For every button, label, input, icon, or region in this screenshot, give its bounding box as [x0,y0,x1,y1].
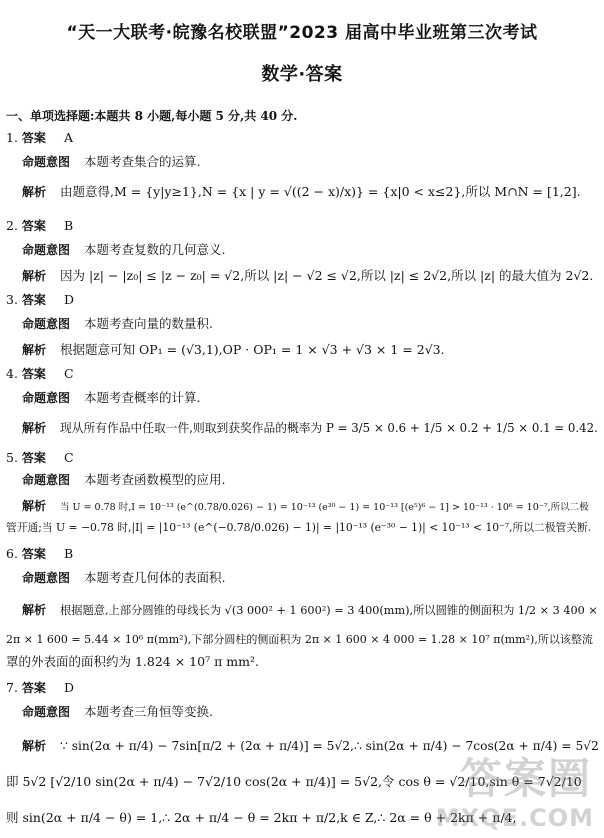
question-3-intent [22,316,213,332]
question-6-analysis [22,602,598,619]
question-1-intent [22,154,201,170]
intent-label: 命题意图 [22,571,71,585]
answer-value: C [63,450,74,465]
exam-subtitle: 数学·答案 [261,64,343,85]
question-6-analysis-cont-1: 2π × 1 600 = 5.44 × 10⁶ π(mm²),下部分圆柱的侧面积为 2π × 1 600 × 4 000 = 1.28 × 10⁷ π(mm²),所以该整流 [6,633,593,646]
question-1-analysis [22,184,581,200]
question-7-analysis-cont-2: 则 sin(2α + π/4 − θ) = 1,∴ 2α + π/4 − θ = 2kπ + π/2,k ∈ Z,∴ 2α = θ + 2kπ + π/4, [6,810,517,825]
analysis-text: 根据题意可知 OP₁ = (√3,1),OP · OP₁ = 1 × √3 + √3 × 1 = 2√3. [60,342,445,357]
question-2-analysis [22,268,593,284]
question-4-intent [22,390,201,406]
question-7-analysis-cont-1: 即 5√2 [√2/10 sin(2α + π/4) − 7√2/10 cos(2α + π/4)] = 5√2,令 cos θ = √2/10,sin θ = 7√2/10 [6,774,582,789]
intent-label: 命题意图 [22,155,71,169]
question-7-intent [22,704,213,720]
analysis-label: 解析 [22,499,47,513]
question-number: 3. [6,292,18,307]
analysis-label: 解析 [22,603,47,617]
question-number: 1. [6,130,18,145]
answer-label: 答案 [21,451,46,465]
intent-text: 本题考查概率的计算. [84,390,201,405]
question-5-analysis [22,498,589,516]
question-2-intent [22,242,226,258]
question-6-analysis-cont-2: 罩的外表面的面积约为 1.824 × 10⁷ π mm². [6,654,259,669]
intent-label: 命题意图 [22,243,71,257]
analysis-label: 解析 [22,421,47,435]
analysis-label: 解析 [22,343,47,357]
watermark-url: MXQE.COM [435,804,594,832]
analysis-text: ∵ sin(2α + π/4) − 7sin[π/2 + (2α + π/4)] = 5√2,∴ sin(2α + π/4) − 7cos(2α + π/4) = 5√2 [60,739,599,753]
question-4-answer-row [6,366,74,382]
answer-label: 答案 [21,367,46,381]
analysis-text: 当 U = 0.78 时,I = 10⁻¹³ (e^(0.78/0.026) − 1) = 10⁻¹³ (e³⁰ − 1) = 10⁻¹³ [(e⁵)⁶ − 1] > 10⁻¹³ · 10⁶ = 10⁻⁷,所以二极 [60,502,589,513]
question-7-analysis [22,738,599,754]
answer-label: 答案 [21,131,46,145]
answer-label: 答案 [21,681,46,695]
question-number: 2. [6,218,18,233]
analysis-label: 解析 [22,739,47,753]
question-6-intent [22,570,226,586]
answer-value: B [63,546,74,561]
question-3-analysis [22,342,445,358]
question-number: 5. [6,450,18,465]
answer-label: 答案 [21,219,46,233]
analysis-label: 解析 [22,269,47,283]
answer-value: D [63,680,74,695]
analysis-label: 解析 [22,185,47,199]
answer-value: C [63,366,74,381]
intent-label: 命题意图 [22,391,71,405]
intent-text: 本题考查几何体的表面积. [84,570,226,585]
watermark-text: 答案圈 [459,754,592,803]
intent-text: 本题考查集合的运算. [84,154,201,169]
question-3-answer-row [6,292,74,308]
question-7-answer-row [6,680,74,696]
intent-text: 本题考查向量的数量积. [84,316,213,331]
exam-title: “天一大联考·皖豫名校联盟”2023 届高中毕业班第三次考试 [66,23,538,43]
question-5-intent [22,472,226,488]
answer-value: A [63,130,73,145]
analysis-text: 由题意得,M = {y|y≥1},N = {x | y = √((2 − x)/x)} = {x|0 < x≤2},所以 M∩N = [1,2]. [60,184,581,199]
intent-text: 本题考查函数模型的应用. [84,472,226,487]
answer-value: B [63,218,74,233]
analysis-text: 因为 |z| − |z₀| ≤ |z − z₀| = √2,所以 |z| − √2 ≤ √2,所以 |z| ≤ 2√2,所以 |z| 的最大值为 2√2. [60,268,594,283]
question-number: 6. [6,546,18,561]
question-5-answer-row [6,450,74,466]
question-2-answer-row [6,218,73,234]
question-number: 7. [6,680,18,695]
question-4-analysis [22,420,598,436]
question-6-answer-row [6,546,73,562]
answer-value: D [63,292,74,307]
intent-label: 命题意图 [22,317,71,331]
intent-text: 本题考查三角恒等变换. [84,704,213,719]
intent-label: 命题意图 [22,473,71,487]
answer-label: 答案 [21,547,46,561]
intent-label: 命题意图 [22,705,71,719]
question-1-answer-row [6,130,73,146]
question-number: 4. [6,366,18,381]
intent-text: 本题考查复数的几何意义. [84,242,226,257]
question-5-analysis-cont: 管开通;当 U = −0.78 时,|I| = |10⁻¹³ (e^(−0.78/0.026) − 1)| = |10⁻¹³ (e⁻³⁰ − 1)| < 10⁻¹³ < 10⁻⁷,所以二极管关断. [6,521,592,534]
analysis-text: 根据题意,上部分圆锥的母线长为 √(3 000² + 1 600²) = 3 400(mm),所以圆锥的侧面积为 1/2 × 3 400 × [60,604,598,617]
analysis-text: 现从所有作品中任取一件,则取到获奖作品的概率为 P = 3/5 × 0.6 + 1/5 × 0.2 + 1/5 × 0.1 = 0.42. [60,421,598,435]
answer-label: 答案 [21,293,46,307]
section-heading: 一、单项选择题:本题共 8 小题,每小题 5 分,共 40 分. [6,109,298,123]
